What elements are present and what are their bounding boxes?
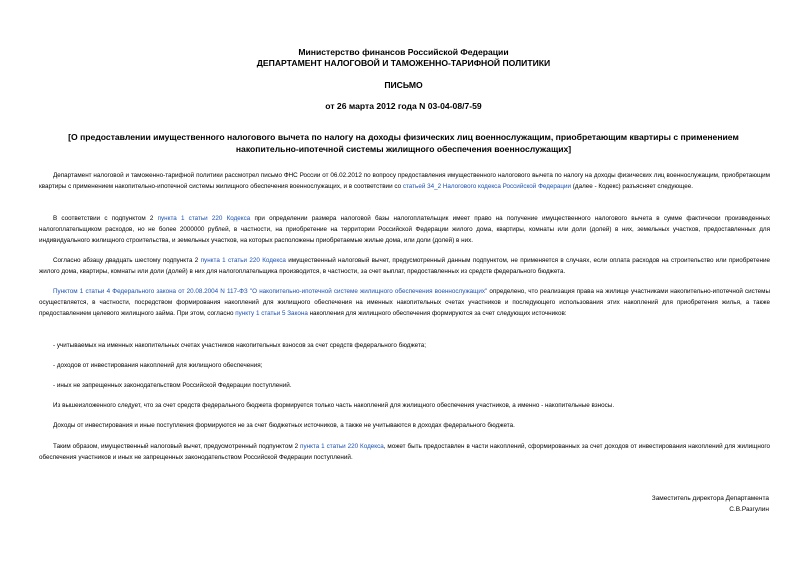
- paragraph-7: [39, 441, 770, 463]
- list-item: [39, 340, 770, 351]
- paragraph-text: В соответствии с подпунктом 2: [53, 215, 158, 222]
- paragraph-5: [39, 400, 770, 411]
- list-item-text: - доходов от инвестирования накоплений для жилищного обеспечения;: [53, 362, 263, 369]
- paragraph-text: Таким образом, имущественный налоговый вычет, предусмотренный подпунктом 2: [53, 443, 301, 450]
- paragraph-text: Доходы от инвестирования и иные поступления формируются не за счет бюджетных источников, а также не учитываются в доходах федерального бюджета.: [53, 422, 515, 429]
- paragraph-2: [39, 213, 770, 246]
- signatory-role: Заместитель директора Департамента: [651, 495, 769, 502]
- paragraph-text: накопления для жилищного обеспечения формируются за счет следующих источников:: [307, 310, 567, 317]
- paragraph-1: [39, 170, 770, 192]
- link-article-220-code[interactable]: пункта 1 статьи 220 Кодекса: [200, 257, 286, 264]
- list-item-text: - учитываемых на именных накопительных счетах участников накопительных взносов за счет средств федерального бюджета;: [53, 342, 427, 349]
- paragraph-text: при определении размера налоговой базы налогоплательщик имеет право на получение имущественного налогового вычета в сумме фактически произведенных налогоплательщиком расходов, но не более 2000000 рублей, в частности, на приобретение на территории Российской Федерации жилого дома, квартиры, комнаты или доли (долей) в них, земельных участков, предоставленных для индивидуального жилищного строительства, и земельных участков, на которых расположены приобретаемые жилые дома, или доли (долей) в них.: [39, 215, 770, 244]
- link-federal-law-117[interactable]: Пунктом 1 статьи 4 Федерального закона от 20.08.2004 N 117-ФЗ "О накопительно-ипотечной системе жилищного обеспечения военнослужащих": [53, 288, 488, 295]
- paragraph-text: Департамент налоговой и таможенно-тарифной политики рассмотрел письмо ФНС России от 06.02.2012 по вопросу предоставления имущественного налогового вычета по налогу на доходы физических лиц военнослужащим, приобретающим квартиры с применением накопительно-ипотечной системы жилищного обеспечения военнослужащих, и в соответствии со: [39, 172, 770, 190]
- list-item: [39, 360, 770, 371]
- paragraph-3: [39, 255, 770, 277]
- ministry-name: Министерство финансов Российской Федерации: [298, 47, 509, 57]
- paragraph-text: Из вышеизложенного следует, что за счет средств федерального бюджета формируется только часть накоплений для жилищного обеспечения участников, а именно - накопительные взносы.: [53, 402, 615, 409]
- paragraph-4: [39, 286, 770, 319]
- document-date-number: от 26 марта 2012 года N 03-04-08/7-59: [325, 101, 482, 111]
- list-item: [39, 380, 770, 391]
- paragraph-text: , может быть предоставлен в части накоплений, сформированных за счет доходов от инвестирования накоплений для жилищного обеспечения участников и иных не запрещенных законодательством Российской Федерации поступлений.: [39, 443, 770, 461]
- link-article-220-code[interactable]: пункта 1 статьи 220 Кодекса: [300, 443, 384, 450]
- document-title: [О предоставлении имущественного налогового вычета по налогу на доходы физических лиц военнослужащим, приобретающим квартиры с применением накопительно-ипотечной системы жилищного обеспечения военнослужащих]: [68, 132, 739, 154]
- link-article-5-law[interactable]: пункту 1 статьи 5 Закона: [235, 310, 308, 317]
- list-item-text: - иных не запрещенных законодательством Российской Федерации поступлений.: [53, 382, 292, 389]
- paragraph-text: Согласно абзацу двадцать шестому подпункта 2: [53, 257, 201, 264]
- signatory-name: С.В.Разгулин: [729, 506, 769, 513]
- paragraph-text: имущественный налоговый вычет, предусмотренный данным подпунктом, не применяется в случаях, если оплата расходов на строительство или приобретение жилого дома, квартиры, комнаты или доли (долей) в них для налогоплательщика производится, в частности, за счет выплат, предоставленных из средств федерального бюджета.: [39, 257, 770, 275]
- department-name: ДЕПАРТАМЕНТ НАЛОГОВОЙ И ТАМОЖЕННО-ТАРИФНОЙ ПОЛИТИКИ: [256, 58, 551, 68]
- link-article-220-code[interactable]: пункта 1 статьи 220 Кодекса: [157, 215, 251, 222]
- link-article-34-2-tax-code[interactable]: статьей 34_2 Налогового кодекса Российской Федерации: [402, 183, 572, 190]
- paragraph-text: (далее - Кодекс) разъясняет следующее.: [571, 183, 693, 190]
- paragraph-text: определено, что реализация права на жилище участниками накопительно-ипотечной системы осуществляется, в частности, посредством формирования накоплений для жилищного обеспечения на именных накопительных счетах участников и последующего использования этих накоплений для приобретения жилья, а также предоставлением целевого жилищного займа. При этом, согласно: [39, 288, 770, 317]
- document-type: ПИСЬМО: [384, 80, 423, 90]
- paragraph-6: [39, 420, 770, 431]
